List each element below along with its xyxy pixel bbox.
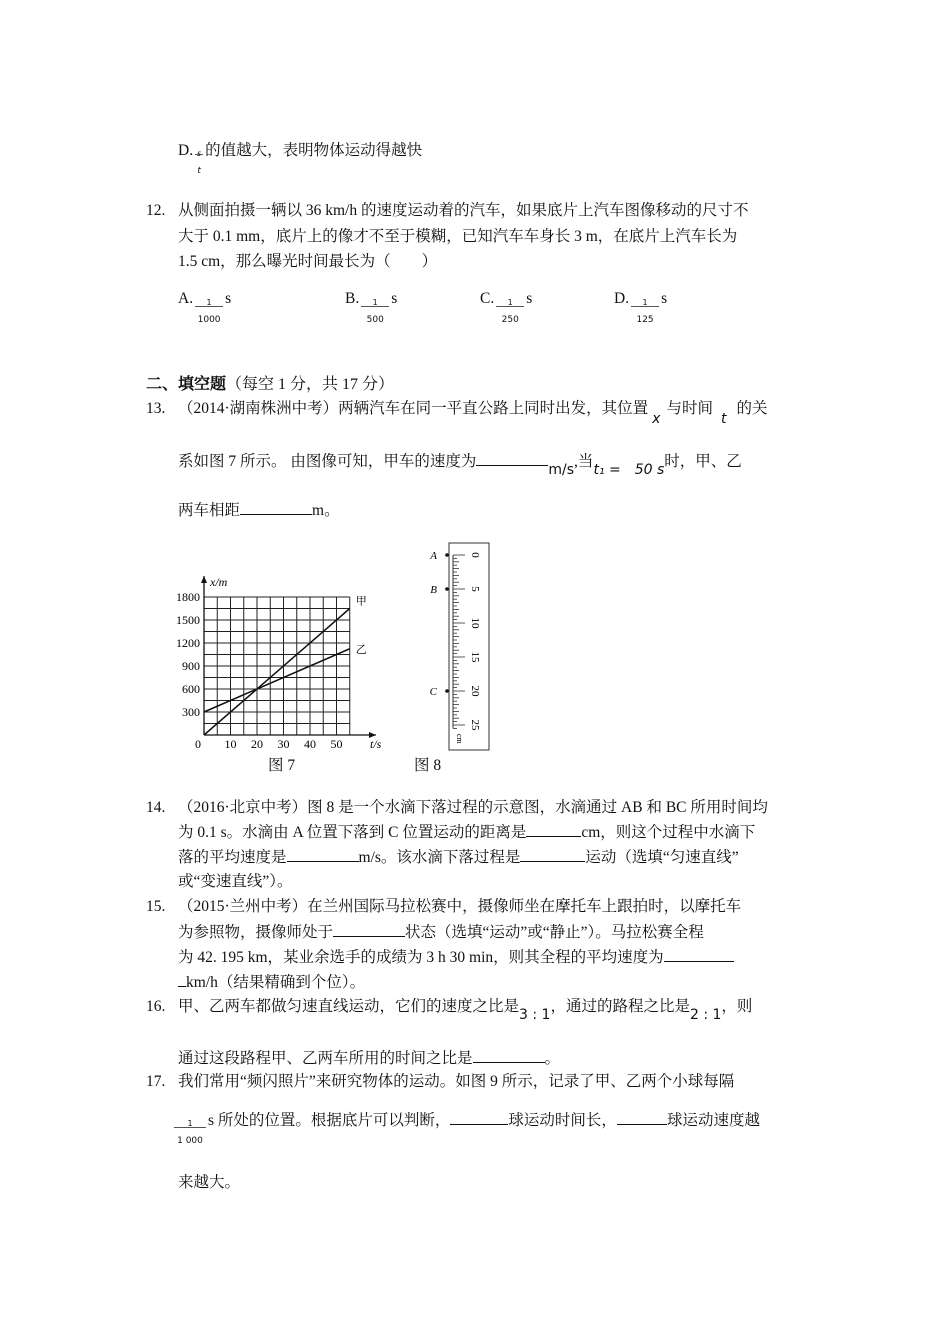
figure-8-ruler: [420, 538, 500, 754]
fraction-numerator: s: [196, 149, 202, 158]
x-tick-label: 20: [251, 737, 263, 751]
drop-point: [445, 553, 449, 557]
text: 落的平均速度是: [178, 849, 287, 866]
ruler-label: 15: [469, 651, 481, 663]
fraction: [629, 289, 661, 325]
text: 为参照物，摄像师处于: [178, 924, 334, 941]
fraction-denominator: 1 000: [177, 1136, 203, 1146]
ruler-label: 5: [469, 586, 481, 592]
ruler-label: 0: [469, 552, 481, 558]
y-tick-label: 1500: [176, 613, 200, 627]
question-text: [178, 947, 734, 968]
y-tick-label: 1800: [176, 590, 200, 604]
question-text: [178, 822, 755, 843]
y-tick-label: 600: [182, 682, 200, 696]
answer-blank[interactable]: [520, 847, 585, 862]
unit: s: [391, 290, 398, 307]
drop-point: [445, 689, 449, 693]
question-number: 15.: [146, 898, 166, 915]
fraction-denominator: 500: [366, 315, 384, 325]
text: 。: [544, 1050, 561, 1067]
text: 为 0.1 s。水滴由 A 位置下落到 C 位置运动的距离是: [178, 824, 527, 841]
series-line-1: [204, 649, 350, 712]
option-b[interactable]: [345, 289, 398, 325]
option-label: D.: [614, 290, 630, 307]
option-label: D.: [178, 142, 194, 159]
answer-blank[interactable]: [664, 947, 734, 962]
y-tick-label: 900: [182, 659, 200, 673]
question-text: 我们常用“频闪照片”来研究物体的运动。如图 9 所示，记录了甲、乙两个小球每隔: [178, 1073, 735, 1090]
fraction: [494, 289, 526, 325]
ruler-label: 20: [469, 685, 481, 697]
text: ，则: [721, 998, 753, 1015]
section-title: 二、填空题: [146, 374, 227, 393]
section-heading: [146, 374, 394, 395]
y-tick-label: 1200: [176, 636, 200, 650]
question-text: [178, 997, 753, 1023]
text: km/h（结果精确到个位）。: [186, 974, 366, 991]
question-text: [178, 847, 739, 868]
question-number: 14.: [146, 799, 166, 816]
figure-7-graph: [160, 562, 390, 752]
question-text: 大于 0.1 mm，底片上的像才不至于模糊，已知汽车车身长 3 m，在底片上汽车长为: [178, 228, 738, 245]
text: cm，则这个过程中水滴下: [581, 824, 756, 841]
y-tick-label: 300: [182, 705, 200, 719]
text: 时，甲、乙: [664, 453, 742, 470]
question-number: 12.: [146, 202, 166, 219]
point-label: B: [430, 584, 437, 596]
x-tick-label: 30: [277, 737, 290, 751]
question-text: 1.5 cm，那么曝光时间最长为（ ）: [178, 253, 438, 270]
question-text: [178, 500, 340, 521]
x-tick-label: 0: [195, 737, 201, 751]
question-text: [178, 1048, 560, 1069]
question-text: [178, 451, 742, 478]
q11-option-d: [178, 141, 423, 176]
var-t: t: [720, 411, 727, 427]
fraction-denominator: 250: [501, 315, 519, 325]
option-label: B.: [345, 290, 360, 307]
text: 与时间: [666, 400, 713, 417]
question-number: 13.: [146, 400, 166, 417]
text: （2014·湖南株洲中考）两辆汽车在同一平直公路上同时出发，其位置: [178, 400, 649, 417]
series-line-0: [204, 609, 350, 736]
question-text: （2015·兰州中考）在兰州国际马拉松赛中，摄像师坐在摩托车上跟拍时，以摩托车: [178, 898, 742, 915]
fraction: [359, 289, 391, 325]
unit: s: [526, 290, 533, 307]
option-label: A.: [178, 290, 194, 307]
distance-ratio: 2 : 1: [689, 1007, 722, 1023]
x-tick-label: 40: [304, 737, 316, 751]
y-axis-arrow: [201, 576, 207, 583]
text: 状态（选填“运动”或“静止”）。马拉松赛全程: [405, 924, 704, 941]
text: 球运动速度越: [666, 1112, 760, 1129]
fraction-numerator: 1: [372, 298, 378, 307]
ruler-label: 10: [469, 617, 481, 629]
text: ，通过的路程之比是: [550, 998, 690, 1015]
question-text: [178, 399, 768, 427]
series-label: 乙: [355, 643, 367, 656]
x-tick-label: 10: [224, 737, 237, 751]
question-text: （2016·北京中考）图 8 是一个水滴下落过程的示意图，水滴通过 AB 和 BC 所用时间均: [178, 799, 768, 816]
question-number: 16.: [146, 998, 166, 1015]
option-text: 的值越大，表明物体运动得越快: [205, 142, 423, 159]
text: ,当: [574, 453, 594, 470]
figure-7-caption: 图 7: [268, 757, 296, 774]
question-text: [172, 1110, 760, 1146]
answer-blank[interactable]: [617, 1110, 667, 1125]
point-label: A: [430, 550, 437, 562]
speed-ratio: 3 : 1: [519, 1007, 551, 1023]
ruler-unit: cm: [455, 733, 464, 744]
section-note: （每空 1 分，共 17 分）: [226, 376, 395, 393]
series-label: 甲: [355, 595, 367, 608]
answer-blank[interactable]: [526, 822, 581, 837]
drop-point: [445, 587, 449, 591]
question-text: 来越大。: [178, 1174, 241, 1191]
text: 球运动时间长，: [508, 1112, 617, 1129]
text: 通过这段路程甲、乙两车所用的时间之比是: [178, 1050, 473, 1067]
answer-blank[interactable]: [287, 847, 359, 862]
answer-blank[interactable]: [473, 1048, 545, 1063]
question-text: 从侧面拍摄一辆以 36 km/h 的速度运动着的汽车，如果底片上汽车图像移动的尺寸不: [178, 202, 749, 219]
var-x: x: [652, 411, 661, 427]
text: s 所处的位置。根据底片可以判断，: [208, 1112, 451, 1129]
x-axis-label: t/s: [370, 737, 382, 751]
fraction-denominator: 125: [636, 315, 654, 325]
fraction-numerator: 1: [206, 298, 212, 307]
unit: s: [225, 290, 232, 307]
question-text: [178, 972, 365, 993]
question-text: [178, 922, 704, 943]
text: 的关: [736, 400, 768, 417]
option-a[interactable]: [178, 289, 232, 325]
option-c[interactable]: [480, 289, 533, 325]
unit: s: [661, 290, 668, 307]
fraction: [172, 1110, 208, 1146]
point-label: C: [429, 686, 437, 698]
option-label: C.: [480, 290, 495, 307]
fraction-denominator: 1000: [197, 315, 221, 325]
text: m/s。该水滴下落过程是: [358, 849, 521, 866]
answer-blank[interactable]: [476, 451, 548, 466]
text: 运动（选填“匀速直线”: [585, 849, 739, 866]
question-number: 17.: [146, 1073, 166, 1090]
answer-blank[interactable]: [240, 500, 312, 515]
ruler-label: 25: [469, 719, 481, 731]
text: 甲、乙两车都做匀速直线运动，它们的速度之比是: [178, 998, 520, 1015]
fraction-numerator: 1: [507, 298, 513, 307]
fraction-numerator: 1: [642, 298, 648, 307]
fraction-numerator: 1: [187, 1119, 193, 1128]
fraction: [193, 289, 225, 325]
x-tick-label: 50: [330, 737, 343, 751]
figure-8-caption: 图 8: [414, 757, 442, 774]
answer-blank[interactable]: [450, 1110, 508, 1125]
answer-blank[interactable]: [333, 922, 405, 937]
text: 系如图 7 所示。 由图像可知，甲车的速度为: [178, 453, 477, 470]
unit: m/s: [548, 462, 575, 478]
math-expression: t₁ = 50 s: [593, 462, 665, 478]
option-d[interactable]: [614, 289, 668, 325]
y-axis-label: x/m: [210, 575, 228, 589]
question-text: 或“变速直线”）。: [178, 873, 293, 890]
text: m。: [312, 502, 340, 519]
fraction: [194, 141, 204, 176]
text: 两车相距: [178, 502, 241, 519]
text: 为 42. 195 km，某业余选手的成绩为 3 h 30 min，则其全程的平均速度为: [178, 949, 664, 966]
fraction-denominator: t: [197, 166, 201, 176]
answer-blank[interactable]: [178, 972, 186, 987]
